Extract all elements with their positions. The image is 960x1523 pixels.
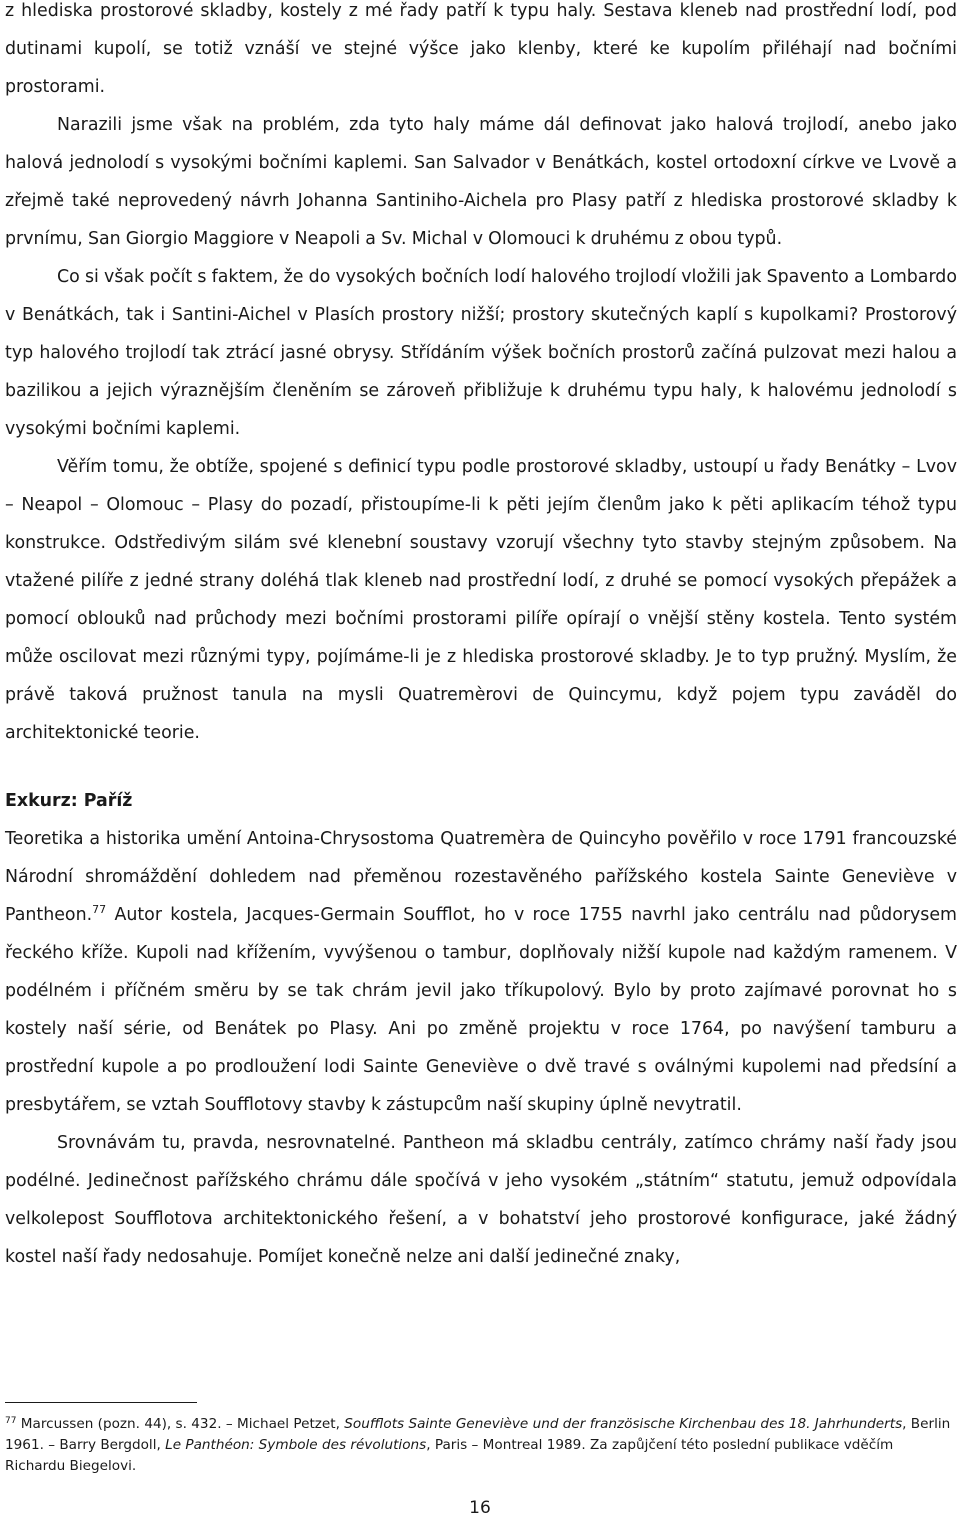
- paragraph-pantheon: [5, 820, 957, 1124]
- footnote-text-2: , Berlin 1961. – Barry Bergdoll,: [5, 1416, 951, 1453]
- footnote-divider: [5, 1402, 197, 1403]
- pantheon-text-a: Teoretika a historika umění Antoina-Chrysostoma Quatremèra de Quincyho pověřilo v roce 1791 francouzské Národní shromáždění dohledem nad přeměnou rozestavěného pařížského kostela Sainte Geneviève v Pantheon.: [5, 829, 957, 925]
- footnote-text-1: Marcussen (pozn. 44), s. 432. – Michael Petzet,: [16, 1416, 345, 1432]
- footnote-number: 77: [5, 1416, 17, 1426]
- paragraph-side-aisles: Co si však počít s faktem, že do vysokých bočních lodí halového trojlodí vložili jak Spavento a Lombardo v Benátkách, tak i Santini-Aichel v Plasích prostory nižší; prostory skutečných kaplí s kupolkami? Prostorový typ halového trojlodí tak ztrácí jasné obrysy. Střídáním výšek bočních prostorů začíná pulzovat mezi halou a bazilikou a jejich výraznějším členěním se zároveň přibližuje k druhému typu haly, k halovému jednolodí s vysokými bočními kaplemi.: [5, 267, 957, 439]
- footnote-text-3: , Paris – Montreal 1989. Za zapůjčení této poslední publikace vděčím Richardu Biegelovi.: [5, 1437, 894, 1474]
- footnote-reference[interactable]: 77: [92, 903, 107, 916]
- footnote-title-petzet: Soufflots Sainte Geneviève und der französische Kirchenbau des 18. Jahrhunderts: [344, 1416, 903, 1432]
- paragraph-problem-definition: Narazili jsme však na problém, zda tyto haly máme dál definovat jako halová trojlodí, anebo jako halová jednolodí s vysokými bočními kaplemi. San Salvador v Benátkách, kostel ortodoxní církve ve Lvově a zřejmě také neprovedený návrh Johanna Santiniho-Aichela pro Plasy patří z hlediska prostorové skladby k prvnímu, San Giorgio Maggiore v Neapoli a Sv. Michal v Olomouci k druhému z obou typů.: [5, 115, 957, 249]
- footnote-77: [5, 1414, 957, 1477]
- section-heading-excursus: Exkurz: Paříž: [5, 791, 133, 811]
- paragraph-construction-type: Věřím tomu, že obtíže, spojené s definicí typu podle prostorové skladby, ustoupí u řady Benátky – Lvov – Neapol – Olomouc – Plasy do pozadí, přistoupíme-li k pěti jejím členům jako k pěti aplikacím téhož typu konstrukce. Odstředivým silám své klenební soustavy vzorují všechny tyto stavby stejným způsobem. Na vtažené pilíře z jedné strany doléhá tlak kleneb nad prostřední lodí, z druhé se pomocí vysokých přepážek a pomocí oblouků nad průchody mezi bočními prostorami pilíře opírají o vnější stěny kostela. Tento systém může oscilovat mezi různými typy, pojímáme-li je z hlediska prostorové skladby. Je to typ pružný. Myslím, že právě taková pružnost tanula na mysli Quatremèrovi de Quincymu, když pojem typu zaváděl do architektonické teorie.: [5, 457, 957, 743]
- footnote-title-bergdoll: Le Panthéon: Symbole des révolutions: [165, 1437, 427, 1453]
- paragraph-comparison: Srovnávám tu, pravda, nesrovnatelné. Pantheon má skladbu centrály, zatímco chrámy naší řady jsou podélné. Jedinečnost pařížského chrámu dále spočívá v jeho vysokém „státním“ statutu, jemuž odpovídala velkolepost Soufflotova architektonického řešení, a v bohatství jeho prostorové konfigurace, jaké žádný kostel naší řady nedosahuje. Pomíjet konečně nelze ani další jedinečné znaky,: [5, 1133, 957, 1267]
- pantheon-text-b: Autor kostela, Jacques-Germain Soufflot, ho v roce 1755 navrhl jako centrálu nad půdorysem řeckého kříže. Kupoli nad křížením, vyvýšenou o tambur, doplňovaly nižší kupole nad každým ramenem. V podélném i příčném směru by se tak chrám jevil jako tříkupolový. Bylo by proto zajímavé porovnat ho s kostely naší série, od Benátek po Plasy. Ani po změně projektu v roce 1764, po navýšení tamburu a prostřední kupole a po prodloužení lodi Sainte Geneviève o dvě travé s oválnými kupolemi nad předsíní a presbytářem, se vztah Soufflotovy stavby k zástupcům naší skupiny úplně nevytratil.: [5, 905, 957, 1115]
- page-number: 16: [469, 1498, 491, 1518]
- paragraph-hall-type: z hlediska prostorové skladby, kostely z mé řady patří k typu haly. Sestava kleneb nad prostřední lodí, pod dutinami kupolí, se totiž vznáší ve stejné výšce jako klenby, které ke kupolím přiléhají nad bočními prostorami.: [5, 1, 957, 97]
- document-page: [5, 0, 957, 1474]
